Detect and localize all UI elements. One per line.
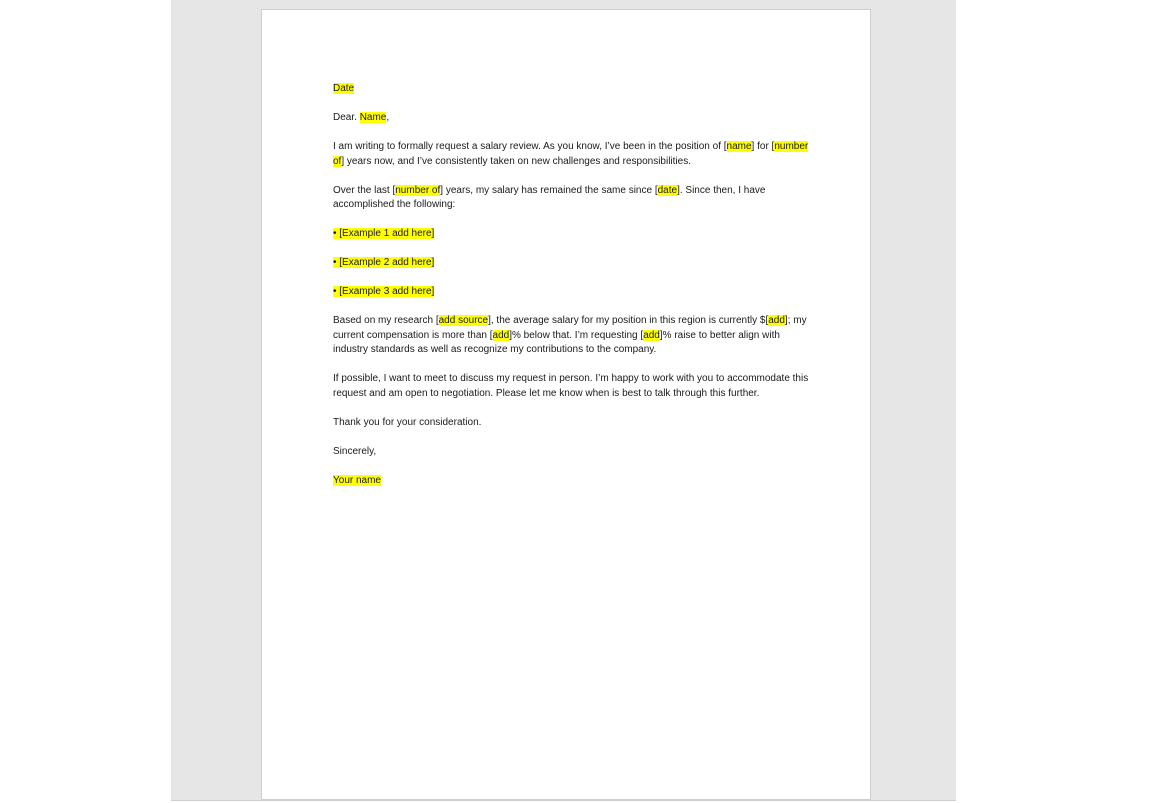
date-line	[333, 82, 813, 97]
document-viewer	[171, 0, 956, 801]
position-name-placeholder: name	[726, 141, 752, 152]
salary-placeholder: add	[768, 315, 785, 326]
bullet-item: • [Example 3 add here]	[333, 286, 435, 297]
paragraph-thanks: Thank you for your consideration.	[333, 416, 482, 428]
paragraph-research: Based on my research [add source], the average salary for my position in this region is currently $[add]; my current compensation is more than [add]% below that. I’m requesting [add]% raise to better align with industry standards as well as recognize my contributions to the company.	[333, 315, 807, 355]
recipient-name-placeholder: Name	[359, 112, 387, 123]
years-placeholder: number of	[395, 184, 441, 196]
paragraph-meeting: If possible, I want to meet to discuss my request in person. I’m happy to work with you to accommodate this request and am open to negotiation. Please let me know when is best to talk through this further.	[333, 373, 809, 399]
date-since-placeholder: date	[657, 184, 678, 196]
bullet-item: • [Example 2 add here]	[333, 257, 435, 268]
years-placeholder: number of	[333, 141, 809, 167]
letter-body	[333, 82, 813, 503]
percent-below-placeholder: add	[492, 329, 510, 341]
paragraph-intro: I am writing to formally request a salary review. As you know, I’ve been in the position of [name] for [number of] years now, and I’ve consistently taken on new challenges and responsibilities.	[333, 141, 809, 167]
closing: Sincerely,	[333, 445, 377, 457]
signature-placeholder: Your name	[333, 474, 381, 486]
source-placeholder: add source	[438, 315, 489, 326]
signature-line	[333, 474, 813, 489]
date-placeholder: Date	[333, 83, 355, 94]
bullet-item: • [Example 1 add here]	[333, 228, 435, 239]
paragraph-history: Over the last [number of] years, my salary has remained the same since [date]. Since then, I have accomplished the following:	[333, 184, 766, 210]
raise-percent-placeholder: add	[643, 329, 660, 341]
document-page	[261, 9, 871, 800]
greeting: Dear. Name,	[333, 112, 390, 123]
